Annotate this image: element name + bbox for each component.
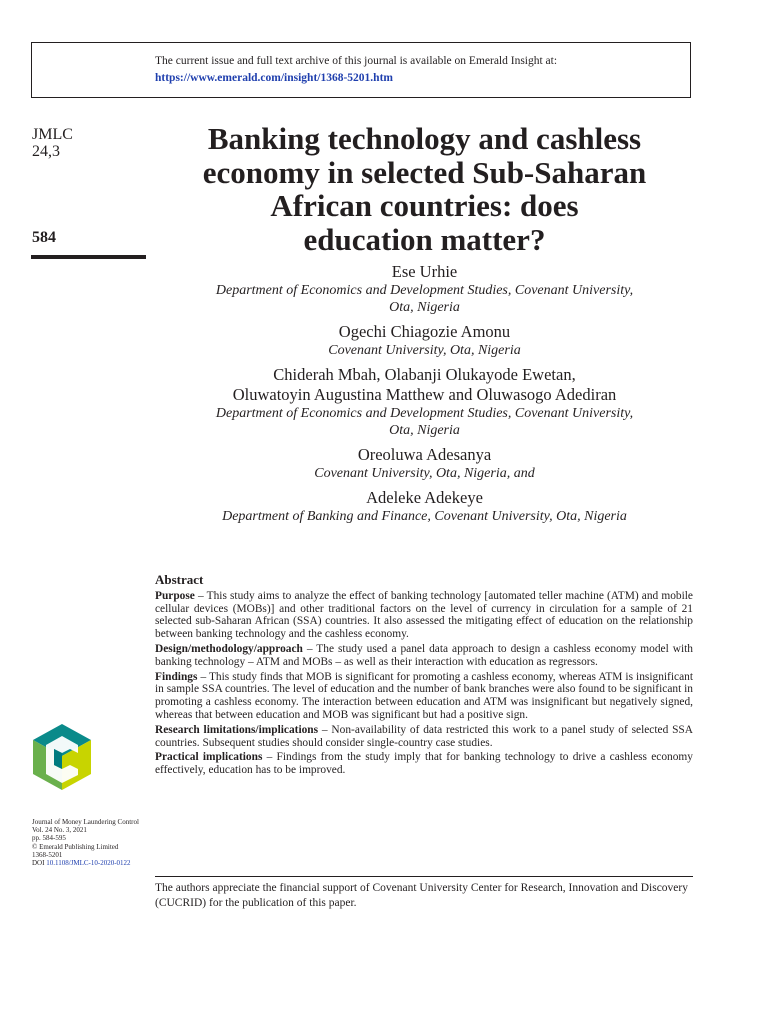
author-name: Oreoluwa Adesanya <box>357 445 492 464</box>
abstract-practical: Practical implications – Findings from the study imply that for banking technology to drive a cashless economy effectively, education has to be improved. <box>155 751 693 777</box>
meta-volume: Vol. 24 No. 3, 2021 <box>32 826 87 835</box>
emerald-logo-icon <box>31 722 93 792</box>
author-name: Chiderah Mbah, Olabanji Olukayode Ewetan, <box>273 365 576 384</box>
author-list <box>152 262 697 531</box>
doi-link[interactable]: 10.1108/JMLC-10-2020-0122 <box>46 859 131 868</box>
author-name: Oluwatoyin Augustina Matthew and Oluwasogo Adediran <box>232 385 617 404</box>
meta-issn: 1368-5201 <box>32 850 63 859</box>
journal-archive-link[interactable]: https://www.emerald.com/insight/1368-5201.htm <box>155 72 393 84</box>
meta-doi: DOI 10.1108/JMLC-10-2020-0122 <box>32 859 131 868</box>
author-affiliation: Department of Banking and Finance, Covenant University, Ota, Nigeria <box>222 509 627 524</box>
author-affiliation: Department of Economics and Development Studies, Covenant University, Ota, Nigeria <box>215 406 634 438</box>
journal-access-notice <box>31 42 691 98</box>
abstract-design: Design/methodology/approach – The study used a panel data approach to design a cashless economy model with banking technology – ATM and MOBs – as well as their interaction with education as regressors. <box>155 642 693 668</box>
author-name: Ese Urhie <box>391 262 458 281</box>
meta-pages: pp. 584-595 <box>32 834 66 843</box>
sidebar-divider <box>31 255 146 259</box>
author-affiliation: Covenant University, Ota, Nigeria <box>328 343 521 358</box>
abstract <box>155 574 693 779</box>
author-name: Ogechi Chiagozie Amonu <box>338 322 511 341</box>
author-affiliation: Covenant University, Ota, Nigeria, and <box>314 466 535 481</box>
author-name: Adeleke Adekeye <box>366 488 483 507</box>
publication-metadata <box>32 818 152 867</box>
meta-journal-name: Journal of Money Laundering Control <box>32 818 139 826</box>
acknowledgement: The authors appreciate the financial support of Covenant University Center for Research, Innovation and Discovery (CUCRID) for the publication of this paper. <box>155 882 688 909</box>
author-affiliation: Department of Economics and Development Studies, Covenant University, Ota, Nigeria <box>215 283 634 315</box>
footer-divider <box>155 876 693 877</box>
volume-issue: 24,3 <box>32 143 60 160</box>
abstract-findings: Findings – This study finds that MOB is significant for promoting a cashless economy, whereas ATM is insignificant in sample SSA countries. The level of education and the number of bank branches were also found to be significant in promoting a cashless economy. The interaction between education and ATM was insignificant but negatively signed, whereas that between education and MOB was significant but had a positive sign. <box>155 670 693 721</box>
meta-copyright: © Emerald Publishing Limited <box>32 842 119 851</box>
abstract-purpose: Purpose – This study aims to analyze the effect of banking technology [automated teller machine (ATM) and mobile cellular devices (MOBs)] and other traditional factors on the level of currency in circulation for a sample of 21 selected sub-Saharan African (SSA) countries. It also assessed the mitigating effect of education on the relationship between banking technology and the cashless economy. <box>155 589 693 641</box>
abstract-limitations: Research limitations/implications – Non-availability of data restricted this work to a panel study of selected SSA countries. Subsequent studies should consider single-country case studies. <box>155 723 693 749</box>
journal-code: JMLC <box>32 126 73 143</box>
paper-title: Banking technology and cashless economy in selected Sub-Saharan African countries: does education matter? <box>202 121 647 257</box>
page-number: 584 <box>32 229 56 246</box>
abstract-heading: Abstract <box>155 572 204 587</box>
notice-text: The current issue and full text archive of this journal is available on Emerald Insight at: <box>155 55 558 67</box>
journal-volume-info <box>32 126 112 160</box>
